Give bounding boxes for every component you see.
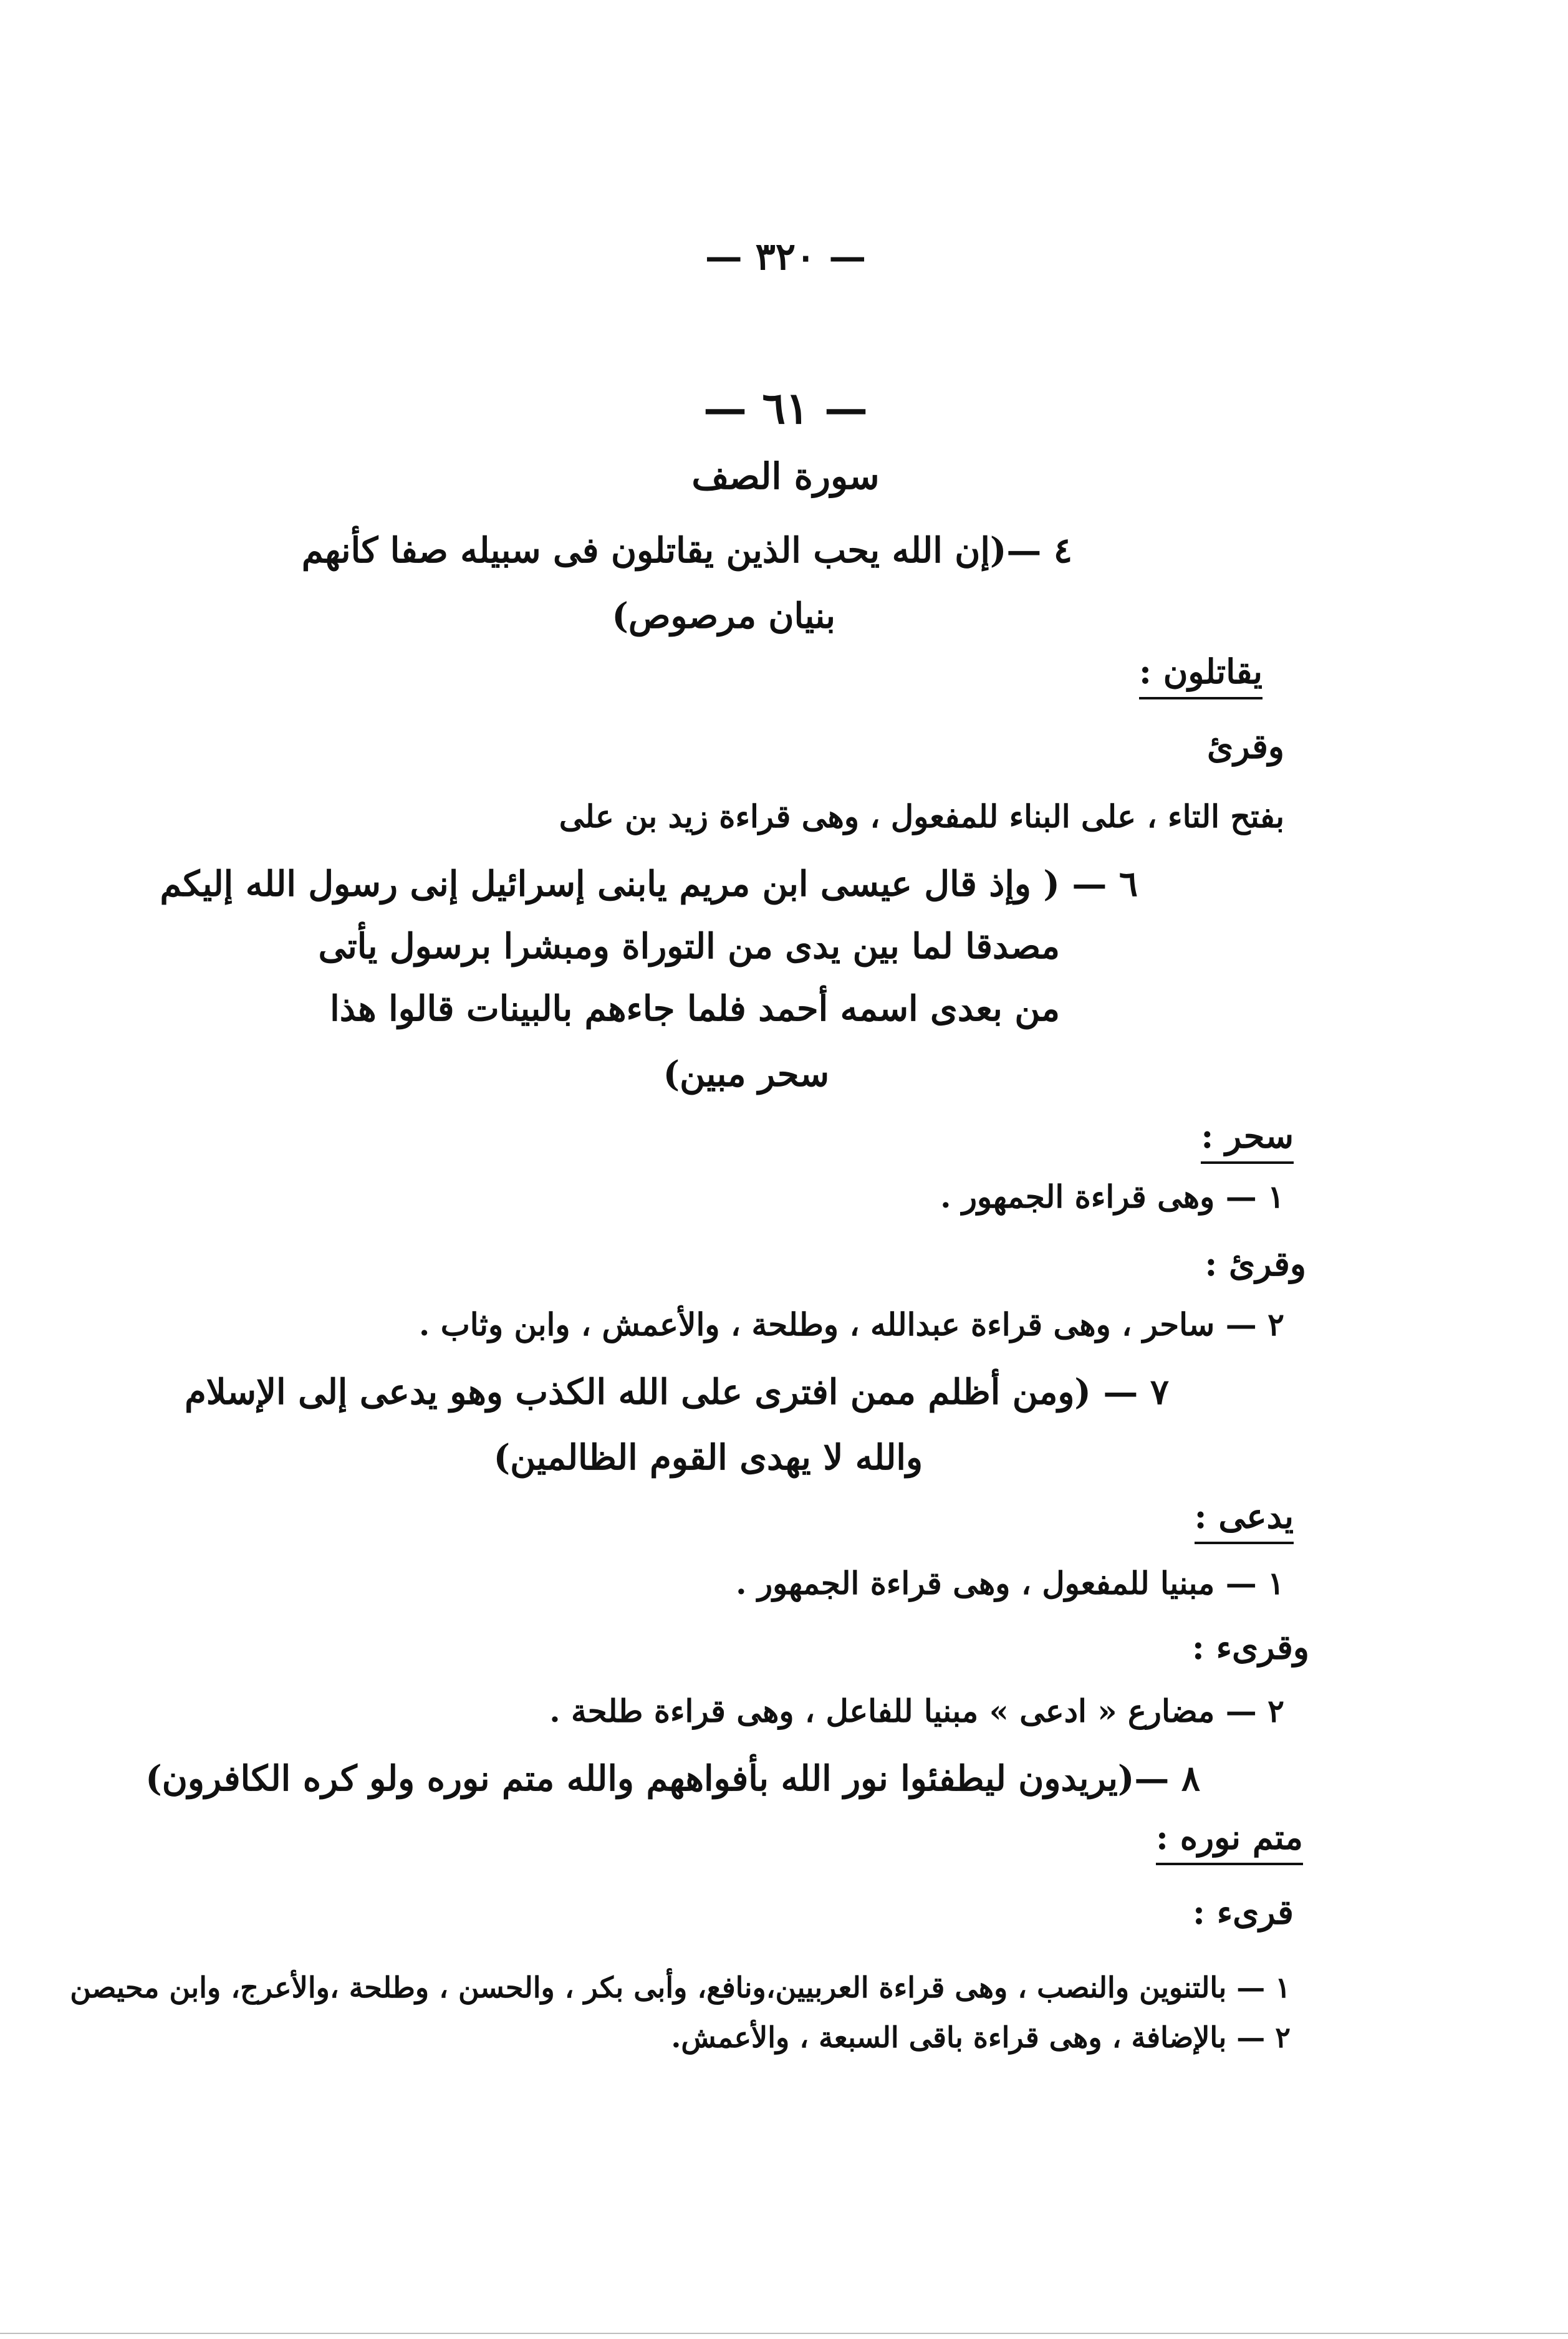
verse-7-line-1: ٧ — (ومن أظلم ممن افترى على الله الكذب وهو يدعى إلى الإسلام xyxy=(185,1371,1169,1413)
verse-6-line-3: من بعدى اسمه أحمد فلما جاءهم بالبينات قالوا هذا xyxy=(330,988,1060,1029)
verse-8-line-1: ٨ —(يريدون ليطفئوا نور الله بأفواههم والله متم نوره ولو كره الكافرون) xyxy=(145,1758,1200,1799)
qurie-label-v7: وقرىء : xyxy=(1191,1627,1309,1667)
qurie-label-v6: وقرئ : xyxy=(1205,1244,1306,1284)
word-heading-yuqatilun: يقاتلون : xyxy=(1139,655,1263,699)
surah-number: — ٦١ — xyxy=(703,382,868,434)
verse-4-line-1: ٤ —(إن الله يحب الذين يقاتلون فى سبيله صفا كأنهم xyxy=(301,530,1072,571)
reading-1-v6: ١ — وهى قراءة الجمهور . xyxy=(940,1178,1284,1215)
qurie-label-v8: قرىء : xyxy=(1193,1892,1294,1932)
word-heading-mutimmu-nurihi: متم نوره : xyxy=(1156,1820,1303,1865)
reading-1-v7: ١ — مبنيا للمفعول ، وهى قراءة الجمهور . xyxy=(736,1565,1284,1602)
verse-4-line-2: بنيان مرصوص) xyxy=(612,595,835,636)
word-heading-yudda: يدعى : xyxy=(1195,1499,1294,1544)
verse-6-line-1: ٦ — ( وإذ قال عيسى ابن مريم يابنى إسرائيل إنى رسول الله إليكم xyxy=(160,863,1138,905)
reading-2-v6: ٢ — ساحر ، وهى قراءة عبدالله ، وطلحة ، والأعمش ، وابن وثاب . xyxy=(418,1306,1284,1343)
page-number: — ٣٢٠ — xyxy=(705,235,867,279)
verse-7-line-2: والله لا يهدى القوم الظالمين) xyxy=(493,1437,923,1478)
qurie-label: وقرئ xyxy=(1207,726,1284,766)
reading-2-v7: ٢ — مضارع « ادعى » مبنيا للفاعل ، وهى قراءة طلحة . xyxy=(549,1693,1284,1729)
reading-1-v8: ١ — بالتنوين والنصب ، وهى قراءة العربيين،ونافع، وأبى بكر ، والحسن ، وطلحة ،والأعرج، وابن محيصن xyxy=(70,1971,1291,2004)
page-bottom-border xyxy=(0,2333,1568,2334)
word-heading-sihr: سحر : xyxy=(1201,1119,1294,1164)
surah-title: سورة الصف xyxy=(691,455,880,497)
reading-2-v8: ٢ — بالإضافة ، وهى قراءة باقى السبعة ، والأعمش. xyxy=(671,2020,1291,2054)
reading-note-v4: بفتح التاء ، على البناء للمفعول ، وهى قراءة زيد بن على xyxy=(559,798,1284,835)
verse-6-line-2: مصدقا لما بين يدى من التوراة ومبشرا برسول يأتى xyxy=(318,926,1060,967)
verse-6-line-4: سحر مبين) xyxy=(663,1054,829,1095)
